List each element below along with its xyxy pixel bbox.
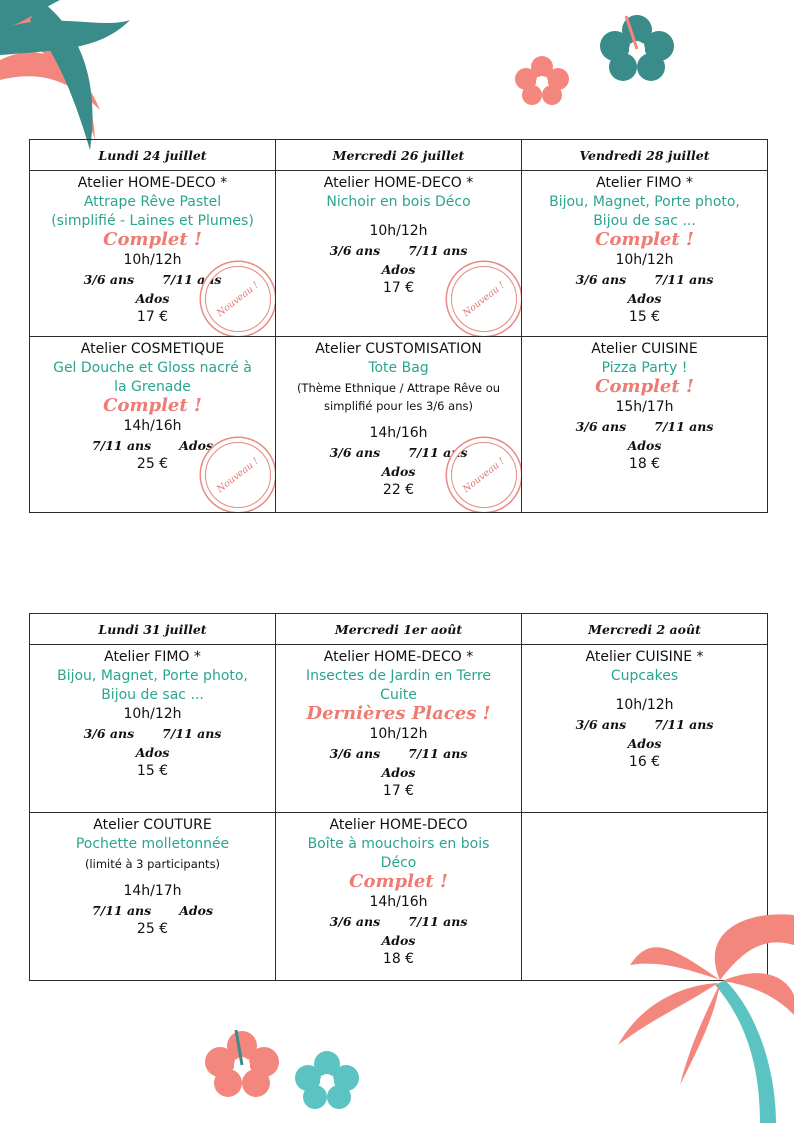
workshop-subtitle: Bijou de sac ... bbox=[101, 687, 204, 703]
workshop-content bbox=[276, 813, 521, 971]
age-group-label: 3/6 ans bbox=[329, 243, 381, 258]
price: 25 € bbox=[136, 921, 169, 937]
session-time: 14h/16h bbox=[123, 418, 182, 434]
teen-group-label: Ados bbox=[627, 291, 662, 306]
workshop-cell bbox=[522, 645, 768, 813]
teen-group-label: Ados bbox=[381, 933, 416, 948]
age-groups bbox=[280, 744, 517, 763]
day-header: Mercredi 2 août bbox=[522, 614, 768, 645]
workshop-content bbox=[522, 337, 767, 476]
session-time: 10h/12h bbox=[615, 697, 674, 713]
workshop-note: (limité à 3 participants) bbox=[84, 857, 221, 871]
workshop-content bbox=[30, 813, 275, 941]
age-group-label: 3/6 ans bbox=[83, 726, 135, 741]
workshop-cell bbox=[30, 337, 276, 513]
workshop-title: Atelier COUTURE bbox=[93, 817, 212, 833]
workshop-title: Atelier FIMO * bbox=[596, 175, 693, 191]
age-group-label: 3/6 ans bbox=[329, 914, 381, 929]
age-group-label: 3/6 ans bbox=[329, 445, 381, 460]
age-groups bbox=[280, 241, 517, 260]
age-group-label: 7/11 ans bbox=[408, 445, 468, 460]
age-group-label: Ados bbox=[179, 903, 214, 918]
hibiscus-flower-icon bbox=[202, 1028, 282, 1098]
session-time: 10h/12h bbox=[123, 252, 182, 268]
teen-group-label: Ados bbox=[135, 745, 170, 760]
workshop-subtitle: Bijou, Magnet, Porte photo, bbox=[57, 668, 248, 684]
age-groups bbox=[526, 417, 763, 436]
age-group-label: Ados bbox=[179, 438, 214, 453]
teen-group-label: Ados bbox=[627, 438, 662, 453]
new-stamp bbox=[451, 266, 517, 332]
workshop-cell bbox=[522, 337, 768, 513]
workshop-cell bbox=[276, 171, 522, 337]
age-group-label: 3/6 ans bbox=[83, 272, 135, 287]
spacer bbox=[280, 212, 517, 222]
age-group-label: 7/11 ans bbox=[162, 272, 222, 287]
spacer bbox=[34, 872, 271, 882]
workshop-subtitle: Bijou, Magnet, Porte photo, bbox=[549, 194, 740, 210]
session-time: 15h/17h bbox=[615, 399, 674, 415]
price: 25 € bbox=[136, 456, 169, 472]
age-group-label: 7/11 ans bbox=[654, 272, 714, 287]
hibiscus-flower-icon bbox=[596, 12, 678, 82]
teen-group-label: Ados bbox=[381, 765, 416, 780]
price: 18 € bbox=[628, 456, 661, 472]
age-group-label: 7/11 ans bbox=[162, 726, 222, 741]
availability-status: Complet ! bbox=[103, 395, 202, 416]
spacer bbox=[526, 686, 763, 696]
workshop-subtitle: (simplifié - Laines et Plumes) bbox=[51, 213, 254, 229]
age-group-label: 3/6 ans bbox=[575, 272, 627, 287]
availability-status: Dernières Places ! bbox=[306, 703, 491, 724]
workshop-note: (Thème Ethnique / Attrape Rêve ou bbox=[296, 381, 501, 395]
workshop-subtitle: la Grenade bbox=[114, 379, 191, 395]
age-group-label: 3/6 ans bbox=[329, 746, 381, 761]
teen-group-label: Ados bbox=[381, 464, 416, 479]
teen-group-label: Ados bbox=[627, 736, 662, 751]
age-group-label: 7/11 ans bbox=[654, 717, 714, 732]
session-time: 10h/12h bbox=[369, 726, 428, 742]
day-header: Lundi 31 juillet bbox=[30, 614, 276, 645]
workshop-subtitle: Tote Bag bbox=[368, 360, 429, 376]
new-stamp bbox=[451, 442, 517, 508]
workshop-cell bbox=[276, 337, 522, 513]
age-groups bbox=[526, 715, 763, 734]
price: 22 € bbox=[382, 482, 415, 498]
age-groups bbox=[34, 724, 271, 743]
workshop-cell bbox=[276, 645, 522, 813]
workshop-cell bbox=[522, 171, 768, 337]
price: 16 € bbox=[628, 754, 661, 770]
spacer bbox=[280, 414, 517, 424]
day-header: Lundi 24 juillet bbox=[30, 140, 276, 171]
availability-status: Complet ! bbox=[595, 376, 694, 397]
new-stamp bbox=[205, 266, 271, 332]
teen-group-label: Ados bbox=[381, 262, 416, 277]
workshop-subtitle: Attrape Rêve Pastel bbox=[83, 194, 222, 210]
workshop-cell bbox=[30, 645, 276, 813]
workshop-content bbox=[522, 645, 767, 774]
workshop-cell bbox=[30, 171, 276, 337]
session-time: 10h/12h bbox=[615, 252, 674, 268]
workshop-title: Atelier CUSTOMISATION bbox=[315, 341, 482, 357]
price: 18 € bbox=[382, 951, 415, 967]
new-stamp-label: Nouveau ! bbox=[460, 279, 507, 319]
age-groups bbox=[526, 270, 763, 289]
age-group-label: 7/11 ans bbox=[654, 419, 714, 434]
new-stamp-label: Nouveau ! bbox=[214, 279, 261, 319]
price: 17 € bbox=[382, 280, 415, 296]
workshop-content bbox=[276, 645, 521, 803]
workshop-title: Atelier HOME-DECO * bbox=[77, 175, 228, 191]
new-stamp bbox=[205, 442, 271, 508]
workshop-subtitle: Bijou de sac ... bbox=[593, 213, 696, 229]
age-group-label: 3/6 ans bbox=[575, 717, 627, 732]
availability-status: Complet ! bbox=[103, 229, 202, 250]
workshop-title: Atelier COSMETIQUE bbox=[80, 341, 225, 357]
workshop-title: Atelier HOME-DECO * bbox=[323, 175, 474, 191]
age-group-label: 3/6 ans bbox=[575, 419, 627, 434]
hibiscus-flower-icon bbox=[292, 1048, 362, 1110]
availability-status: Complet ! bbox=[595, 229, 694, 250]
palm-tree-icon bbox=[610, 905, 794, 1123]
age-group-label: 7/11 ans bbox=[408, 746, 468, 761]
session-time: 14h/17h bbox=[123, 883, 182, 899]
session-time: 10h/12h bbox=[123, 706, 182, 722]
schedule-table-week1 bbox=[29, 139, 768, 513]
workshop-subtitle: Déco bbox=[380, 855, 417, 871]
availability-status: Complet ! bbox=[349, 871, 448, 892]
workshop-title: Atelier FIMO * bbox=[104, 649, 201, 665]
age-group-label: 7/11 ans bbox=[91, 903, 152, 918]
workshop-cell bbox=[276, 813, 522, 981]
price: 17 € bbox=[382, 783, 415, 799]
age-groups bbox=[280, 912, 517, 931]
price: 15 € bbox=[136, 763, 169, 779]
teen-group-label: Ados bbox=[135, 291, 170, 306]
workshop-content bbox=[522, 171, 767, 329]
workshop-subtitle: Cupcakes bbox=[610, 668, 679, 684]
day-header: Vendredi 28 juillet bbox=[522, 140, 768, 171]
new-stamp-label: Nouveau ! bbox=[214, 455, 261, 495]
day-header: Mercredi 1er août bbox=[276, 614, 522, 645]
age-groups bbox=[34, 901, 271, 920]
workshop-note: simplifié pour les 3/6 ans) bbox=[324, 399, 473, 413]
workshop-subtitle: Cuite bbox=[380, 687, 417, 703]
day-header: Mercredi 26 juillet bbox=[276, 140, 522, 171]
age-group-label: 7/11 ans bbox=[408, 914, 468, 929]
workshop-title: Atelier HOME-DECO bbox=[329, 817, 468, 833]
workshop-subtitle: Insectes de Jardin en Terre bbox=[305, 668, 491, 684]
price: 15 € bbox=[628, 309, 661, 325]
session-time: 10h/12h bbox=[369, 223, 428, 239]
workshop-content bbox=[30, 645, 275, 783]
age-group-label: 7/11 ans bbox=[408, 243, 468, 258]
workshop-title: Atelier CUISINE * bbox=[585, 649, 704, 665]
workshop-subtitle: Nichoir en bois Déco bbox=[326, 194, 471, 210]
session-time: 14h/16h bbox=[369, 894, 428, 910]
age-group-label: 7/11 ans bbox=[91, 438, 152, 453]
workshop-subtitle: Pochette molletonnée bbox=[75, 836, 230, 852]
price: 17 € bbox=[136, 309, 169, 325]
workshop-title: Atelier HOME-DECO * bbox=[323, 649, 474, 665]
workshop-subtitle: Gel Douche et Gloss nacré à bbox=[53, 360, 252, 376]
workshop-subtitle: Boîte à mouchoirs en bois bbox=[307, 836, 490, 852]
hibiscus-flower-icon bbox=[512, 55, 572, 105]
workshop-subtitle: Pizza Party ! bbox=[601, 360, 688, 376]
new-stamp-label: Nouveau ! bbox=[460, 455, 507, 495]
workshop-cell bbox=[30, 813, 276, 981]
session-time: 14h/16h bbox=[369, 425, 428, 441]
workshop-title: Atelier CUISINE bbox=[591, 341, 698, 357]
